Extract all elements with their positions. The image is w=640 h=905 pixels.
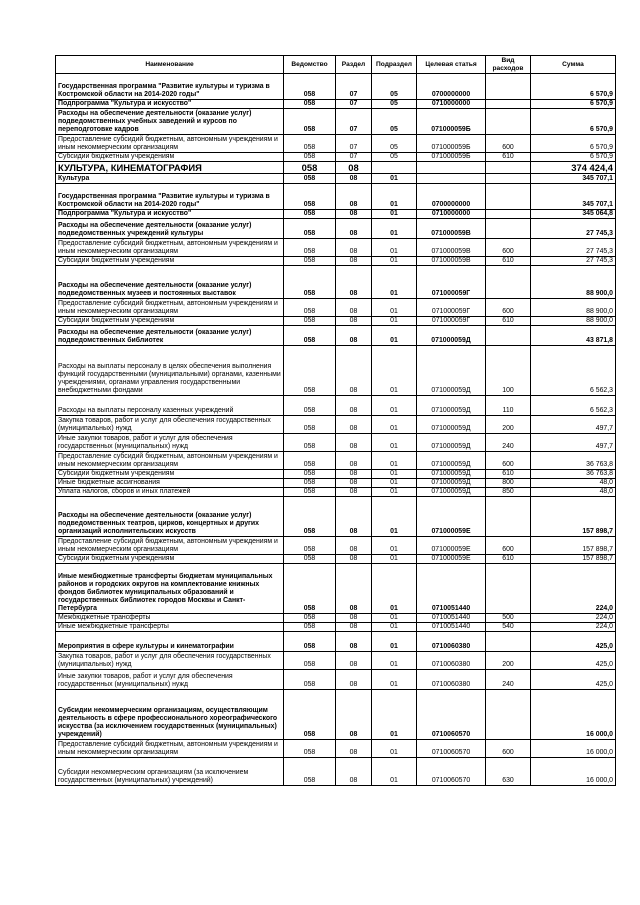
cell-department: 058 bbox=[284, 74, 336, 100]
cell-sum: 6 570,9 bbox=[531, 109, 616, 135]
cell-expense-type: 610 bbox=[486, 317, 531, 326]
cell-expense-type: 600 bbox=[486, 537, 531, 555]
cell-target-article: 071000059В bbox=[417, 257, 486, 266]
cell-target-article: 0700000000 bbox=[417, 74, 486, 100]
cell-expense-type: 600 bbox=[486, 135, 531, 153]
cell-target-article: 0710000000 bbox=[417, 210, 486, 219]
cell-subsection: 05 bbox=[372, 135, 417, 153]
cell-name: Предоставление субсидий бюджетным, автономным учреждениям и иным некоммерческим организациям bbox=[56, 452, 284, 470]
cell-section: 08 bbox=[336, 210, 372, 219]
cell-target-article: 071000059В bbox=[417, 239, 486, 257]
cell-department: 058 bbox=[284, 299, 336, 317]
cell-sum: 6 562,3 bbox=[531, 346, 616, 396]
cell-sum: 345 707,1 bbox=[531, 184, 616, 210]
cell-name: Межбюджетные трансферты bbox=[56, 614, 284, 623]
cell-department: 058 bbox=[284, 479, 336, 488]
cell-department: 058 bbox=[284, 614, 336, 623]
cell-sum: 88 900,0 bbox=[531, 266, 616, 299]
cell-expense-type: 200 bbox=[486, 652, 531, 670]
cell-sum: 36 763,8 bbox=[531, 452, 616, 470]
cell-name: Иные межбюджетные трансферты бюджетам муниципальных районов и городских округов на комплектование книжных фондов библиотек муниципальных образований и государственных библиотек городов Москвы и Санкт-Петербурга bbox=[56, 564, 284, 614]
table-row bbox=[56, 162, 616, 174]
header-department: Ведомство bbox=[284, 56, 336, 74]
cell-subsection: 01 bbox=[372, 210, 417, 219]
cell-subsection: 01 bbox=[372, 266, 417, 299]
cell-expense-type bbox=[486, 100, 531, 109]
table-row bbox=[56, 74, 616, 100]
cell-subsection: 01 bbox=[372, 614, 417, 623]
cell-section: 07 bbox=[336, 153, 372, 162]
cell-section: 08 bbox=[336, 470, 372, 479]
table-row bbox=[56, 326, 616, 346]
cell-target-article: 071000059Д bbox=[417, 326, 486, 346]
cell-subsection: 01 bbox=[372, 758, 417, 786]
cell-subsection: 01 bbox=[372, 670, 417, 690]
cell-target-article: 071000059Б bbox=[417, 109, 486, 135]
cell-subsection: 01 bbox=[372, 219, 417, 239]
cell-name: Субсидии бюджетным учреждениям bbox=[56, 257, 284, 266]
cell-name: Расходы на обеспечение деятельности (оказание услуг) подведомственных библиотек bbox=[56, 326, 284, 346]
cell-section: 08 bbox=[336, 219, 372, 239]
cell-expense-type bbox=[486, 564, 531, 614]
cell-department: 058 bbox=[284, 174, 336, 184]
cell-section: 08 bbox=[336, 623, 372, 632]
cell-name: КУЛЬТУРА, КИНЕМАТОГРАФИЯ bbox=[56, 162, 284, 174]
table-row bbox=[56, 758, 616, 786]
cell-department: 058 bbox=[284, 488, 336, 497]
cell-section: 08 bbox=[336, 564, 372, 614]
cell-sum: 6 570,9 bbox=[531, 135, 616, 153]
cell-name: Предоставление субсидий бюджетным, автономным учреждениям и иным некоммерческим организациям bbox=[56, 740, 284, 758]
cell-expense-type bbox=[486, 632, 531, 652]
table-row bbox=[56, 266, 616, 299]
cell-subsection: 01 bbox=[372, 623, 417, 632]
cell-name: Подпрограмма "Культура и искусство" bbox=[56, 210, 284, 219]
cell-sum: 27 745,3 bbox=[531, 219, 616, 239]
table-row bbox=[56, 740, 616, 758]
cell-section: 08 bbox=[336, 416, 372, 434]
table-row bbox=[56, 670, 616, 690]
header-sum: Сумма bbox=[531, 56, 616, 74]
table-row bbox=[56, 690, 616, 740]
table-row bbox=[56, 470, 616, 479]
cell-subsection: 05 bbox=[372, 100, 417, 109]
table-row bbox=[56, 210, 616, 219]
cell-department: 058 bbox=[284, 135, 336, 153]
cell-department: 058 bbox=[284, 497, 336, 537]
cell-name: Иные закупки товаров, работ и услуг для обеспечения государственных (муниципальных) нужд bbox=[56, 434, 284, 452]
cell-subsection: 01 bbox=[372, 690, 417, 740]
cell-subsection: 01 bbox=[372, 299, 417, 317]
cell-name: Закупка товаров, работ и услуг для обеспечения государственных (муниципальных) нужд bbox=[56, 416, 284, 434]
table-row bbox=[56, 174, 616, 184]
cell-department: 058 bbox=[284, 239, 336, 257]
table-row bbox=[56, 488, 616, 497]
cell-department: 058 bbox=[284, 219, 336, 239]
table-row bbox=[56, 299, 616, 317]
cell-name: Субсидии бюджетным учреждениям bbox=[56, 153, 284, 162]
cell-target-article: 0710000000 bbox=[417, 100, 486, 109]
cell-sum: 16 000,0 bbox=[531, 758, 616, 786]
cell-expense-type: 240 bbox=[486, 670, 531, 690]
cell-sum: 497,7 bbox=[531, 434, 616, 452]
table-row bbox=[56, 537, 616, 555]
cell-section: 08 bbox=[336, 239, 372, 257]
table-row bbox=[56, 497, 616, 537]
cell-name: Закупка товаров, работ и услуг для обеспечения государственных (муниципальных) нужд bbox=[56, 652, 284, 670]
cell-section: 08 bbox=[336, 537, 372, 555]
cell-target-article: 071000059Д bbox=[417, 452, 486, 470]
cell-target-article: 0710060570 bbox=[417, 690, 486, 740]
cell-name: Культура bbox=[56, 174, 284, 184]
cell-sum: 48,0 bbox=[531, 488, 616, 497]
cell-sum: 16 000,0 bbox=[531, 690, 616, 740]
cell-target-article bbox=[417, 162, 486, 174]
table-row bbox=[56, 434, 616, 452]
cell-name: Расходы на обеспечение деятельности (оказание услуг) подведомственных учреждений культуры bbox=[56, 219, 284, 239]
cell-target-article: 0710060380 bbox=[417, 670, 486, 690]
table-row bbox=[56, 564, 616, 614]
cell-section: 08 bbox=[336, 434, 372, 452]
cell-target-article: 071000059Е bbox=[417, 497, 486, 537]
cell-department: 058 bbox=[284, 396, 336, 416]
cell-subsection: 01 bbox=[372, 346, 417, 396]
cell-section: 08 bbox=[336, 257, 372, 266]
cell-subsection: 01 bbox=[372, 479, 417, 488]
cell-section: 08 bbox=[336, 317, 372, 326]
cell-name: Расходы на выплаты персоналу в целях обеспечения выполнения функций государственными (муниципальными) органами, казенными учреждениями, органами управления государственными внебюджетными фондами bbox=[56, 346, 284, 396]
cell-section: 07 bbox=[336, 135, 372, 153]
cell-target-article: 0710051440 bbox=[417, 623, 486, 632]
cell-section: 07 bbox=[336, 74, 372, 100]
header-name: Наименование bbox=[56, 56, 284, 74]
cell-department: 058 bbox=[284, 434, 336, 452]
cell-department: 058 bbox=[284, 317, 336, 326]
cell-name: Субсидии некоммерческим организациям, осуществляющим деятельность в сфере профессионального хореографического искусства (за исключением государственных (муниципальных) учреждений) bbox=[56, 690, 284, 740]
header-row bbox=[56, 56, 616, 74]
cell-expense-type: 540 bbox=[486, 623, 531, 632]
cell-section: 08 bbox=[336, 299, 372, 317]
cell-target-article: 071000059Г bbox=[417, 317, 486, 326]
cell-expense-type bbox=[486, 174, 531, 184]
header-expense-type: Вид расходов bbox=[486, 56, 531, 74]
cell-section: 08 bbox=[336, 162, 372, 174]
cell-name: Расходы на обеспечение деятельности (оказание услуг) подведомственных музеев и постоянных выставок bbox=[56, 266, 284, 299]
cell-subsection: 01 bbox=[372, 416, 417, 434]
cell-name: Предоставление субсидий бюджетным, автономным учреждениям и иным некоммерческим организациям bbox=[56, 239, 284, 257]
cell-expense-type: 610 bbox=[486, 153, 531, 162]
cell-sum: 27 745,3 bbox=[531, 257, 616, 266]
cell-department: 058 bbox=[284, 162, 336, 174]
table-row bbox=[56, 479, 616, 488]
table-row bbox=[56, 416, 616, 434]
cell-target-article: 071000059Д bbox=[417, 434, 486, 452]
cell-sum: 157 898,7 bbox=[531, 497, 616, 537]
cell-name: Иные бюджетные ассигнования bbox=[56, 479, 284, 488]
table-row bbox=[56, 396, 616, 416]
cell-name: Иные межбюджетные трансферты bbox=[56, 623, 284, 632]
cell-subsection: 05 bbox=[372, 153, 417, 162]
cell-expense-type bbox=[486, 210, 531, 219]
cell-department: 058 bbox=[284, 632, 336, 652]
cell-name: Предоставление субсидий бюджетным, автономным учреждениям и иным некоммерческим организациям bbox=[56, 135, 284, 153]
cell-target-article: 071000059Д bbox=[417, 479, 486, 488]
cell-section: 08 bbox=[336, 452, 372, 470]
cell-sum: 88 900,0 bbox=[531, 317, 616, 326]
cell-target-article: 0710051440 bbox=[417, 614, 486, 623]
cell-subsection: 01 bbox=[372, 434, 417, 452]
cell-sum: 6 570,9 bbox=[531, 153, 616, 162]
cell-department: 058 bbox=[284, 109, 336, 135]
cell-department: 058 bbox=[284, 652, 336, 670]
cell-target-article: 071000059Е bbox=[417, 537, 486, 555]
cell-section: 08 bbox=[336, 690, 372, 740]
table-row bbox=[56, 346, 616, 396]
cell-expense-type: 610 bbox=[486, 470, 531, 479]
cell-subsection: 01 bbox=[372, 564, 417, 614]
cell-target-article: 071000059В bbox=[417, 219, 486, 239]
cell-expense-type: 850 bbox=[486, 488, 531, 497]
cell-expense-type: 240 bbox=[486, 434, 531, 452]
cell-sum: 345 707,1 bbox=[531, 174, 616, 184]
cell-department: 058 bbox=[284, 266, 336, 299]
cell-expense-type: 800 bbox=[486, 479, 531, 488]
cell-target-article: 071000059Д bbox=[417, 396, 486, 416]
cell-sum: 48,0 bbox=[531, 479, 616, 488]
cell-section: 08 bbox=[336, 479, 372, 488]
cell-department: 058 bbox=[284, 452, 336, 470]
cell-name: Субсидии некоммерческим организациям (за исключением государственных (муниципальных) учреждений) bbox=[56, 758, 284, 786]
cell-expense-type bbox=[486, 184, 531, 210]
cell-sum: 6 570,9 bbox=[531, 74, 616, 100]
cell-department: 058 bbox=[284, 740, 336, 758]
cell-target-article: 071000059Г bbox=[417, 299, 486, 317]
cell-expense-type: 630 bbox=[486, 758, 531, 786]
cell-section: 08 bbox=[336, 184, 372, 210]
cell-expense-type bbox=[486, 219, 531, 239]
cell-name: Расходы на обеспечение деятельности (оказание услуг) подведомственных театров, цирков, концертных и других организаций исполнительских искусств bbox=[56, 497, 284, 537]
table-row bbox=[56, 452, 616, 470]
cell-subsection: 01 bbox=[372, 555, 417, 564]
table-row bbox=[56, 184, 616, 210]
cell-expense-type bbox=[486, 690, 531, 740]
cell-target-article: 0710060570 bbox=[417, 740, 486, 758]
cell-sum: 345 064,8 bbox=[531, 210, 616, 219]
cell-section: 08 bbox=[336, 740, 372, 758]
cell-expense-type bbox=[486, 497, 531, 537]
table-row bbox=[56, 623, 616, 632]
cell-sum: 224,0 bbox=[531, 623, 616, 632]
cell-name: Предоставление субсидий бюджетным, автономным учреждениям и иным некоммерческим организациям bbox=[56, 537, 284, 555]
header-target-article: Целевая статья bbox=[417, 56, 486, 74]
cell-sum: 157 898,7 bbox=[531, 555, 616, 564]
cell-sum: 36 763,8 bbox=[531, 470, 616, 479]
cell-department: 058 bbox=[284, 623, 336, 632]
cell-sum: 157 898,7 bbox=[531, 537, 616, 555]
cell-sum: 6 562,3 bbox=[531, 396, 616, 416]
cell-target-article: 071000059Д bbox=[417, 416, 486, 434]
cell-expense-type bbox=[486, 109, 531, 135]
cell-expense-type: 110 bbox=[486, 396, 531, 416]
cell-name: Мероприятия в сфере культуры и кинематографии bbox=[56, 632, 284, 652]
cell-name: Государственная программа "Развитие культуры и туризма в Костромской области на 2014-2020 годы" bbox=[56, 184, 284, 210]
table-row bbox=[56, 257, 616, 266]
cell-sum: 16 000,0 bbox=[531, 740, 616, 758]
cell-section: 07 bbox=[336, 109, 372, 135]
cell-sum: 6 570,9 bbox=[531, 100, 616, 109]
cell-name: Уплата налогов, сборов и иных платежей bbox=[56, 488, 284, 497]
cell-target-article: 0710051440 bbox=[417, 564, 486, 614]
cell-sum: 425,0 bbox=[531, 632, 616, 652]
table-body bbox=[56, 74, 616, 786]
table-row bbox=[56, 109, 616, 135]
header-subsection: Подраздел bbox=[372, 56, 417, 74]
cell-target-article: 0710060380 bbox=[417, 632, 486, 652]
cell-target-article: 071000059Д bbox=[417, 346, 486, 396]
cell-subsection: 01 bbox=[372, 488, 417, 497]
cell-subsection: 01 bbox=[372, 537, 417, 555]
table-row bbox=[56, 555, 616, 564]
cell-name: Государственная программа "Развитие культуры и туризма в Костромской области на 2014-2020 годы" bbox=[56, 74, 284, 100]
cell-target-article: 0700000000 bbox=[417, 184, 486, 210]
cell-department: 058 bbox=[284, 346, 336, 396]
cell-expense-type bbox=[486, 326, 531, 346]
table-row bbox=[56, 652, 616, 670]
table-row bbox=[56, 153, 616, 162]
cell-target-article: 0710060570 bbox=[417, 758, 486, 786]
cell-section: 08 bbox=[336, 174, 372, 184]
cell-expense-type: 500 bbox=[486, 614, 531, 623]
cell-section: 08 bbox=[336, 346, 372, 396]
cell-expense-type: 200 bbox=[486, 416, 531, 434]
cell-name: Подпрограмма "Культура и искусство" bbox=[56, 100, 284, 109]
cell-target-article: 071000059Б bbox=[417, 135, 486, 153]
cell-subsection: 05 bbox=[372, 74, 417, 100]
cell-sum: 27 745,3 bbox=[531, 239, 616, 257]
table-row bbox=[56, 614, 616, 623]
cell-section: 08 bbox=[336, 488, 372, 497]
cell-subsection: 01 bbox=[372, 652, 417, 670]
cell-expense-type bbox=[486, 74, 531, 100]
cell-section: 08 bbox=[336, 555, 372, 564]
cell-expense-type: 600 bbox=[486, 452, 531, 470]
cell-target-article: 071000059Г bbox=[417, 266, 486, 299]
cell-subsection: 01 bbox=[372, 239, 417, 257]
cell-department: 058 bbox=[284, 416, 336, 434]
cell-section: 08 bbox=[336, 326, 372, 346]
cell-name: Субсидии бюджетным учреждениям bbox=[56, 317, 284, 326]
cell-department: 058 bbox=[284, 153, 336, 162]
cell-department: 058 bbox=[284, 555, 336, 564]
table-row bbox=[56, 317, 616, 326]
cell-target-article: 071000059Д bbox=[417, 470, 486, 479]
cell-department: 058 bbox=[284, 758, 336, 786]
cell-name: Субсидии бюджетным учреждениям bbox=[56, 555, 284, 564]
cell-department: 058 bbox=[284, 690, 336, 740]
cell-section: 08 bbox=[336, 396, 372, 416]
cell-subsection: 01 bbox=[372, 317, 417, 326]
table-row bbox=[56, 239, 616, 257]
cell-sum: 88 900,0 bbox=[531, 299, 616, 317]
cell-target-article: 071000059Е bbox=[417, 555, 486, 564]
cell-target-article: 071000059Д bbox=[417, 488, 486, 497]
cell-name: Субсидии бюджетным учреждениям bbox=[56, 470, 284, 479]
cell-sum: 497,7 bbox=[531, 416, 616, 434]
cell-section: 08 bbox=[336, 758, 372, 786]
cell-target-article: 071000059Б bbox=[417, 153, 486, 162]
cell-department: 058 bbox=[284, 537, 336, 555]
cell-section: 08 bbox=[336, 632, 372, 652]
cell-sum: 425,0 bbox=[531, 670, 616, 690]
cell-section: 07 bbox=[336, 100, 372, 109]
cell-section: 08 bbox=[336, 670, 372, 690]
cell-subsection: 01 bbox=[372, 326, 417, 346]
cell-expense-type: 600 bbox=[486, 239, 531, 257]
cell-section: 08 bbox=[336, 497, 372, 537]
cell-name: Иные закупки товаров, работ и услуг для обеспечения государственных (муниципальных) нужд bbox=[56, 670, 284, 690]
header-section: Раздел bbox=[336, 56, 372, 74]
table-row bbox=[56, 100, 616, 109]
cell-target-article: 0710060380 bbox=[417, 652, 486, 670]
cell-expense-type bbox=[486, 162, 531, 174]
budget-table bbox=[55, 55, 616, 786]
cell-department: 058 bbox=[284, 670, 336, 690]
cell-sum: 224,0 bbox=[531, 564, 616, 614]
cell-department: 058 bbox=[284, 564, 336, 614]
table-row bbox=[56, 219, 616, 239]
cell-sum: 374 424,4 bbox=[531, 162, 616, 174]
table-row bbox=[56, 135, 616, 153]
cell-subsection: 01 bbox=[372, 396, 417, 416]
cell-department: 058 bbox=[284, 210, 336, 219]
cell-subsection: 01 bbox=[372, 452, 417, 470]
cell-expense-type bbox=[486, 266, 531, 299]
cell-expense-type: 600 bbox=[486, 740, 531, 758]
cell-target-article bbox=[417, 174, 486, 184]
cell-expense-type: 600 bbox=[486, 299, 531, 317]
cell-sum: 224,0 bbox=[531, 614, 616, 623]
cell-subsection: 01 bbox=[372, 257, 417, 266]
cell-name: Расходы на выплаты персоналу казенных учреждений bbox=[56, 396, 284, 416]
cell-subsection: 01 bbox=[372, 174, 417, 184]
cell-subsection: 01 bbox=[372, 632, 417, 652]
cell-section: 08 bbox=[336, 266, 372, 299]
cell-department: 058 bbox=[284, 470, 336, 479]
cell-department: 058 bbox=[284, 326, 336, 346]
cell-department: 058 bbox=[284, 257, 336, 266]
cell-subsection bbox=[372, 162, 417, 174]
cell-sum: 43 871,8 bbox=[531, 326, 616, 346]
cell-sum: 425,0 bbox=[531, 652, 616, 670]
cell-expense-type: 610 bbox=[486, 555, 531, 564]
cell-department: 058 bbox=[284, 184, 336, 210]
cell-section: 08 bbox=[336, 614, 372, 623]
cell-subsection: 01 bbox=[372, 470, 417, 479]
cell-name: Предоставление субсидий бюджетным, автономным учреждениям и иным некоммерческим организациям bbox=[56, 299, 284, 317]
table-row bbox=[56, 632, 616, 652]
cell-name: Расходы на обеспечение деятельности (оказание услуг) подведомственных учебных заведений и курсов по переподготовке кадров bbox=[56, 109, 284, 135]
cell-subsection: 01 bbox=[372, 184, 417, 210]
cell-subsection: 05 bbox=[372, 109, 417, 135]
cell-department: 058 bbox=[284, 100, 336, 109]
cell-expense-type: 610 bbox=[486, 257, 531, 266]
cell-subsection: 01 bbox=[372, 740, 417, 758]
cell-expense-type: 100 bbox=[486, 346, 531, 396]
cell-section: 08 bbox=[336, 652, 372, 670]
cell-subsection: 01 bbox=[372, 497, 417, 537]
